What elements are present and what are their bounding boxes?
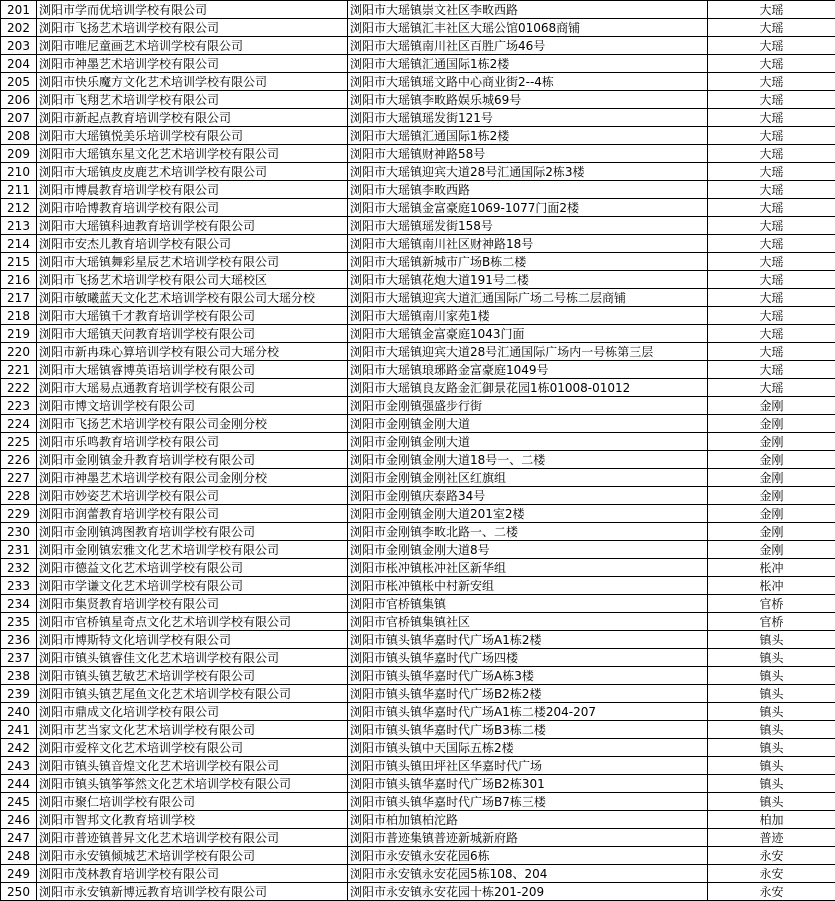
table-row (1, 577, 835, 595)
row-number-cell: 235 (1, 613, 37, 631)
school-name-cell: 浏阳市飞扬艺术培训学校有限公司金刚分校 (37, 415, 348, 433)
table-row (1, 397, 835, 415)
table-row (1, 361, 835, 379)
town-cell: 大瑶 (708, 217, 835, 235)
school-name-cell: 浏阳市博晨教育培训学校有限公司 (37, 181, 348, 199)
table-row (1, 163, 835, 181)
town-cell: 大瑶 (708, 19, 835, 37)
address-cell: 浏阳市官桥镇集镇社区 (348, 613, 708, 631)
town-cell: 大瑶 (708, 325, 835, 343)
row-number-cell: 233 (1, 577, 37, 595)
school-name-cell: 浏阳市安杰儿教育培训学校有限公司 (37, 235, 348, 253)
table-row (1, 487, 835, 505)
table-row (1, 721, 835, 739)
school-name-cell: 浏阳市永安镇新博远教育培训学校有限公司 (37, 883, 348, 901)
school-name-cell: 浏阳市大瑶镇东星文化艺术培训学校有限公司 (37, 145, 348, 163)
row-number-cell: 240 (1, 703, 37, 721)
town-cell: 镇头 (708, 757, 835, 775)
school-name-cell: 浏阳市普迹镇普昇文化艺术培训学校有限公司 (37, 829, 348, 847)
table-row (1, 289, 835, 307)
row-number-cell: 222 (1, 379, 37, 397)
school-name-cell: 浏阳市官桥镇星奇点文化艺术培训学校有限公司 (37, 613, 348, 631)
town-cell: 永安 (708, 865, 835, 883)
school-name-cell: 浏阳市快乐魔方文化艺术培训学校有限公司 (37, 73, 348, 91)
school-name-cell: 浏阳市镇头镇音煌文化艺术培训学校有限公司 (37, 757, 348, 775)
school-name-cell: 浏阳市镇头镇睿佳文化艺术培训学校有限公司 (37, 649, 348, 667)
school-name-cell: 浏阳市学而优培训学校有限公司 (37, 1, 348, 19)
row-number-cell: 241 (1, 721, 37, 739)
row-number-cell: 202 (1, 19, 37, 37)
address-cell: 浏阳市大瑶镇迎宾大道28号汇通国际2栋3楼 (348, 163, 708, 181)
town-cell: 镇头 (708, 631, 835, 649)
school-name-cell: 浏阳市艺当家文化艺术培训学校有限公司 (37, 721, 348, 739)
town-cell: 金刚 (708, 451, 835, 469)
table-row (1, 685, 835, 703)
row-number-cell: 209 (1, 145, 37, 163)
address-cell: 浏阳市大瑶镇迎宾大道28号汇通国际广场内一号栋第三层 (348, 343, 708, 361)
school-name-cell: 浏阳市学谦文化艺术培训学校有限公司 (37, 577, 348, 595)
table-row (1, 757, 835, 775)
town-cell: 官桥 (708, 613, 835, 631)
address-cell: 浏阳市大瑶镇李畋路娱乐城69号 (348, 91, 708, 109)
row-number-cell: 203 (1, 37, 37, 55)
table-row (1, 847, 835, 865)
town-cell: 金刚 (708, 541, 835, 559)
table-row (1, 559, 835, 577)
town-cell: 大瑶 (708, 1, 835, 19)
table-row (1, 379, 835, 397)
row-number-cell: 230 (1, 523, 37, 541)
table-row (1, 37, 835, 55)
school-name-cell: 浏阳市智邦文化教育培训学校 (37, 811, 348, 829)
address-cell: 浏阳市镇头镇中天国际五栋2楼 (348, 739, 708, 757)
address-cell: 浏阳市金刚镇金刚大道8号 (348, 541, 708, 559)
table-row (1, 343, 835, 361)
school-name-cell: 浏阳市敏曦蓝天文化艺术培训学校有限公司大瑶分校 (37, 289, 348, 307)
school-name-cell: 浏阳市神墨艺术培训学校有限公司 (37, 55, 348, 73)
row-number-cell: 211 (1, 181, 37, 199)
school-name-cell: 浏阳市新冉珠心算培训学校有限公司大瑶分校 (37, 343, 348, 361)
school-name-cell: 浏阳市唯尼童画艺术培训学校有限公司 (37, 37, 348, 55)
table-row (1, 253, 835, 271)
row-number-cell: 225 (1, 433, 37, 451)
row-number-cell: 229 (1, 505, 37, 523)
table-row (1, 145, 835, 163)
table-row (1, 451, 835, 469)
address-cell: 浏阳市枨冲镇枨冲社区新华组 (348, 559, 708, 577)
town-cell: 大瑶 (708, 253, 835, 271)
town-cell: 大瑶 (708, 181, 835, 199)
town-cell: 金刚 (708, 433, 835, 451)
address-cell: 浏阳市大瑶镇金富豪庭1069-1077门面2楼 (348, 199, 708, 217)
table-row (1, 73, 835, 91)
address-cell: 浏阳市枨冲镇枨中村新安组 (348, 577, 708, 595)
address-cell: 浏阳市镇头镇田坪社区华嘉时代广场 (348, 757, 708, 775)
town-cell: 大瑶 (708, 145, 835, 163)
town-cell: 镇头 (708, 739, 835, 757)
address-cell: 浏阳市金刚镇金刚大道18号一、二楼 (348, 451, 708, 469)
address-cell: 浏阳市金刚镇强盛步行街 (348, 397, 708, 415)
address-cell: 浏阳市镇头镇华嘉时代广场B2栋2楼 (348, 685, 708, 703)
address-cell: 浏阳市大瑶镇瑶发街121号 (348, 109, 708, 127)
address-cell: 浏阳市官桥镇集镇 (348, 595, 708, 613)
address-cell: 浏阳市大瑶镇财神路58号 (348, 145, 708, 163)
school-name-cell: 浏阳市永安镇倾城艺术培训学校有限公司 (37, 847, 348, 865)
town-cell: 金刚 (708, 505, 835, 523)
table-row (1, 271, 835, 289)
school-name-cell: 浏阳市大瑶镇睿博英语培训学校有限公司 (37, 361, 348, 379)
town-cell: 大瑶 (708, 199, 835, 217)
school-name-cell: 浏阳市大瑶镇皮皮鹿艺术培训学校有限公司 (37, 163, 348, 181)
row-number-cell: 247 (1, 829, 37, 847)
town-cell: 大瑶 (708, 55, 835, 73)
table-body (1, 1, 835, 901)
school-name-cell: 浏阳市飞扬艺术培训学校有限公司大瑶校区 (37, 271, 348, 289)
table-row (1, 793, 835, 811)
row-number-cell: 248 (1, 847, 37, 865)
school-name-cell: 浏阳市大瑶镇天问教育培训学校有限公司 (37, 325, 348, 343)
address-cell: 浏阳市大瑶镇南川社区百胜广场46号 (348, 37, 708, 55)
school-name-cell: 浏阳市爱梓文化艺术培训学校有限公司 (37, 739, 348, 757)
table-row (1, 883, 835, 901)
address-cell: 浏阳市大瑶镇李畋西路 (348, 181, 708, 199)
row-number-cell: 201 (1, 1, 37, 19)
address-cell: 浏阳市镇头镇华嘉时代广场A1栋二楼204-207 (348, 703, 708, 721)
school-name-cell: 浏阳市鼎成文化培训学校有限公司 (37, 703, 348, 721)
table-row (1, 235, 835, 253)
table-row (1, 811, 835, 829)
table-row (1, 199, 835, 217)
table-row (1, 505, 835, 523)
town-cell: 镇头 (708, 721, 835, 739)
table-row (1, 631, 835, 649)
address-cell: 浏阳市大瑶镇瑶文路中心商业街2--4栋 (348, 73, 708, 91)
row-number-cell: 250 (1, 883, 37, 901)
address-cell: 浏阳市大瑶镇南川社区财神路18号 (348, 235, 708, 253)
town-cell: 大瑶 (708, 109, 835, 127)
town-cell: 金刚 (708, 469, 835, 487)
address-cell: 浏阳市镇头镇华嘉时代广场B3栋二楼 (348, 721, 708, 739)
row-number-cell: 210 (1, 163, 37, 181)
town-cell: 大瑶 (708, 307, 835, 325)
town-cell: 大瑶 (708, 235, 835, 253)
row-number-cell: 239 (1, 685, 37, 703)
row-number-cell: 238 (1, 667, 37, 685)
school-name-cell: 浏阳市大瑶镇悦美乐培训学校有限公司 (37, 127, 348, 145)
address-cell: 浏阳市镇头镇华嘉时代广场A1栋2楼 (348, 631, 708, 649)
town-cell: 大瑶 (708, 163, 835, 181)
address-cell: 浏阳市镇头镇华嘉时代广场B7栋三楼 (348, 793, 708, 811)
row-number-cell: 208 (1, 127, 37, 145)
address-cell: 浏阳市大瑶镇汇通国际1栋2楼 (348, 55, 708, 73)
row-number-cell: 220 (1, 343, 37, 361)
town-cell: 镇头 (708, 667, 835, 685)
row-number-cell: 232 (1, 559, 37, 577)
row-number-cell: 236 (1, 631, 37, 649)
town-cell: 镇头 (708, 703, 835, 721)
table-row (1, 667, 835, 685)
town-cell: 镇头 (708, 685, 835, 703)
table-row (1, 613, 835, 631)
row-number-cell: 205 (1, 73, 37, 91)
table-row (1, 109, 835, 127)
school-name-cell: 浏阳市大瑶镇科迪教育培训学校有限公司 (37, 217, 348, 235)
town-cell: 枨冲 (708, 559, 835, 577)
town-cell: 大瑶 (708, 127, 835, 145)
town-cell: 大瑶 (708, 91, 835, 109)
address-cell: 浏阳市永安镇永安花园5栋108、204 (348, 865, 708, 883)
town-cell: 大瑶 (708, 37, 835, 55)
town-cell: 大瑶 (708, 271, 835, 289)
table-row (1, 649, 835, 667)
school-name-cell: 浏阳市金刚镇鸿图教育培训学校有限公司 (37, 523, 348, 541)
table-row (1, 1, 835, 19)
town-cell: 镇头 (708, 793, 835, 811)
school-name-cell: 浏阳市神墨艺术培训学校有限公司金刚分校 (37, 469, 348, 487)
table-row (1, 307, 835, 325)
school-name-cell: 浏阳市飞扬艺术培训学校有限公司 (37, 19, 348, 37)
town-cell: 金刚 (708, 523, 835, 541)
town-cell: 大瑶 (708, 379, 835, 397)
town-cell: 永安 (708, 883, 835, 901)
town-cell: 镇头 (708, 649, 835, 667)
address-cell: 浏阳市金刚镇金刚大道 (348, 433, 708, 451)
address-cell: 浏阳市大瑶镇良友路金汇御景花园1栋01008-01012 (348, 379, 708, 397)
row-number-cell: 213 (1, 217, 37, 235)
row-number-cell: 237 (1, 649, 37, 667)
table-row (1, 865, 835, 883)
school-name-cell: 浏阳市镇头镇艺敏艺术培训学校有限公司 (37, 667, 348, 685)
table-row (1, 19, 835, 37)
address-cell: 浏阳市金刚镇李畋北路一、二楼 (348, 523, 708, 541)
table-row (1, 703, 835, 721)
row-number-cell: 207 (1, 109, 37, 127)
school-name-cell: 浏阳市博斯特文化培训学校有限公司 (37, 631, 348, 649)
school-name-cell: 浏阳市金刚镇金升教育培训学校有限公司 (37, 451, 348, 469)
town-cell: 官桥 (708, 595, 835, 613)
town-cell: 镇头 (708, 775, 835, 793)
address-cell: 浏阳市大瑶镇瑶发街158号 (348, 217, 708, 235)
table-row (1, 775, 835, 793)
school-name-cell: 浏阳市茂林教育培训学校有限公司 (37, 865, 348, 883)
table-row (1, 523, 835, 541)
row-number-cell: 227 (1, 469, 37, 487)
table-row (1, 433, 835, 451)
row-number-cell: 216 (1, 271, 37, 289)
row-number-cell: 214 (1, 235, 37, 253)
town-cell: 大瑶 (708, 289, 835, 307)
address-cell: 浏阳市金刚镇金刚大道 (348, 415, 708, 433)
town-cell: 永安 (708, 847, 835, 865)
school-name-cell: 浏阳市哈博教育培训学校有限公司 (37, 199, 348, 217)
row-number-cell: 243 (1, 757, 37, 775)
address-cell: 浏阳市大瑶镇琅琊路金富豪庭1049号 (348, 361, 708, 379)
row-number-cell: 242 (1, 739, 37, 757)
town-cell: 大瑶 (708, 343, 835, 361)
address-cell: 浏阳市大瑶镇花炮大道191号二楼 (348, 271, 708, 289)
table-row (1, 325, 835, 343)
address-cell: 浏阳市金刚镇庆泰路34号 (348, 487, 708, 505)
town-cell: 金刚 (708, 487, 835, 505)
town-cell: 枨冲 (708, 577, 835, 595)
row-number-cell: 215 (1, 253, 37, 271)
table-row (1, 829, 835, 847)
school-name-cell: 浏阳市聚仁培训学校有限公司 (37, 793, 348, 811)
row-number-cell: 226 (1, 451, 37, 469)
address-cell: 浏阳市大瑶镇迎宾大道汇通国际广场二号栋二层商铺 (348, 289, 708, 307)
town-cell: 柏加 (708, 811, 835, 829)
town-cell: 大瑶 (708, 73, 835, 91)
town-cell: 大瑶 (708, 361, 835, 379)
row-number-cell: 217 (1, 289, 37, 307)
row-number-cell: 224 (1, 415, 37, 433)
address-cell: 浏阳市普迹集镇普迹新城新府路 (348, 829, 708, 847)
row-number-cell: 249 (1, 865, 37, 883)
table-row (1, 181, 835, 199)
address-cell: 浏阳市金刚镇金刚社区红旗组 (348, 469, 708, 487)
row-number-cell: 244 (1, 775, 37, 793)
table-row (1, 55, 835, 73)
table-row (1, 217, 835, 235)
address-cell: 浏阳市大瑶镇金富豪庭1043门面 (348, 325, 708, 343)
row-number-cell: 212 (1, 199, 37, 217)
row-number-cell: 206 (1, 91, 37, 109)
address-cell: 浏阳市镇头镇华嘉时代广场A栋3楼 (348, 667, 708, 685)
address-cell: 浏阳市大瑶镇新城市广场B栋二楼 (348, 253, 708, 271)
school-name-cell: 浏阳市集贤教育培训学校有限公司 (37, 595, 348, 613)
town-cell: 金刚 (708, 397, 835, 415)
table-row (1, 91, 835, 109)
table-row (1, 739, 835, 757)
school-name-cell: 浏阳市金刚镇宏雅文化艺术培训学校有限公司 (37, 541, 348, 559)
table-row (1, 595, 835, 613)
row-number-cell: 204 (1, 55, 37, 73)
school-name-cell: 浏阳市镇头镇艺尾鱼文化艺术培训学校有限公司 (37, 685, 348, 703)
address-cell: 浏阳市永安镇永安花园6栋 (348, 847, 708, 865)
school-name-cell: 浏阳市大瑶镇舞彩星辰艺术培训学校有限公司 (37, 253, 348, 271)
row-number-cell: 218 (1, 307, 37, 325)
row-number-cell: 231 (1, 541, 37, 559)
address-cell: 浏阳市镇头镇华嘉时代广场B2栋301 (348, 775, 708, 793)
row-number-cell: 221 (1, 361, 37, 379)
town-cell: 普迹 (708, 829, 835, 847)
school-name-cell: 浏阳市博文培训学校有限公司 (37, 397, 348, 415)
row-number-cell: 223 (1, 397, 37, 415)
table-row (1, 127, 835, 145)
address-cell: 浏阳市大瑶镇汇通国际1栋2楼 (348, 127, 708, 145)
address-cell: 浏阳市镇头镇华嘉时代广场四楼 (348, 649, 708, 667)
school-name-cell: 浏阳市大瑶易点通教育培训学校有限公司 (37, 379, 348, 397)
row-number-cell: 234 (1, 595, 37, 613)
school-name-cell: 浏阳市飞翔艺术培训学校有限公司 (37, 91, 348, 109)
address-cell: 浏阳市大瑶镇崇文社区李畋西路 (348, 1, 708, 19)
school-name-cell: 浏阳市德益文化艺术培训学校有限公司 (37, 559, 348, 577)
school-name-cell: 浏阳市润蕾教育培训学校有限公司 (37, 505, 348, 523)
row-number-cell: 219 (1, 325, 37, 343)
table-row (1, 469, 835, 487)
row-number-cell: 246 (1, 811, 37, 829)
row-number-cell: 245 (1, 793, 37, 811)
address-cell: 浏阳市永安镇永安花园十栋201-209 (348, 883, 708, 901)
school-name-cell: 浏阳市乐鸣教育培训学校有限公司 (37, 433, 348, 451)
table-row (1, 415, 835, 433)
address-cell: 浏阳市柏加镇柏沱路 (348, 811, 708, 829)
address-cell: 浏阳市大瑶镇南川家苑1楼 (348, 307, 708, 325)
town-cell: 金刚 (708, 415, 835, 433)
address-cell: 浏阳市大瑶镇汇丰社区大瑶公馆01068商铺 (348, 19, 708, 37)
address-cell: 浏阳市金刚镇金刚大道201室2楼 (348, 505, 708, 523)
school-name-cell: 浏阳市新起点教育培训学校有限公司 (37, 109, 348, 127)
school-name-cell: 浏阳市大瑶镇千才教育培训学校有限公司 (37, 307, 348, 325)
school-name-cell: 浏阳市镇头镇筝筝然文化艺术培训学校有限公司 (37, 775, 348, 793)
row-number-cell: 228 (1, 487, 37, 505)
school-name-cell: 浏阳市妙姿艺术培训学校有限公司 (37, 487, 348, 505)
table-row (1, 541, 835, 559)
